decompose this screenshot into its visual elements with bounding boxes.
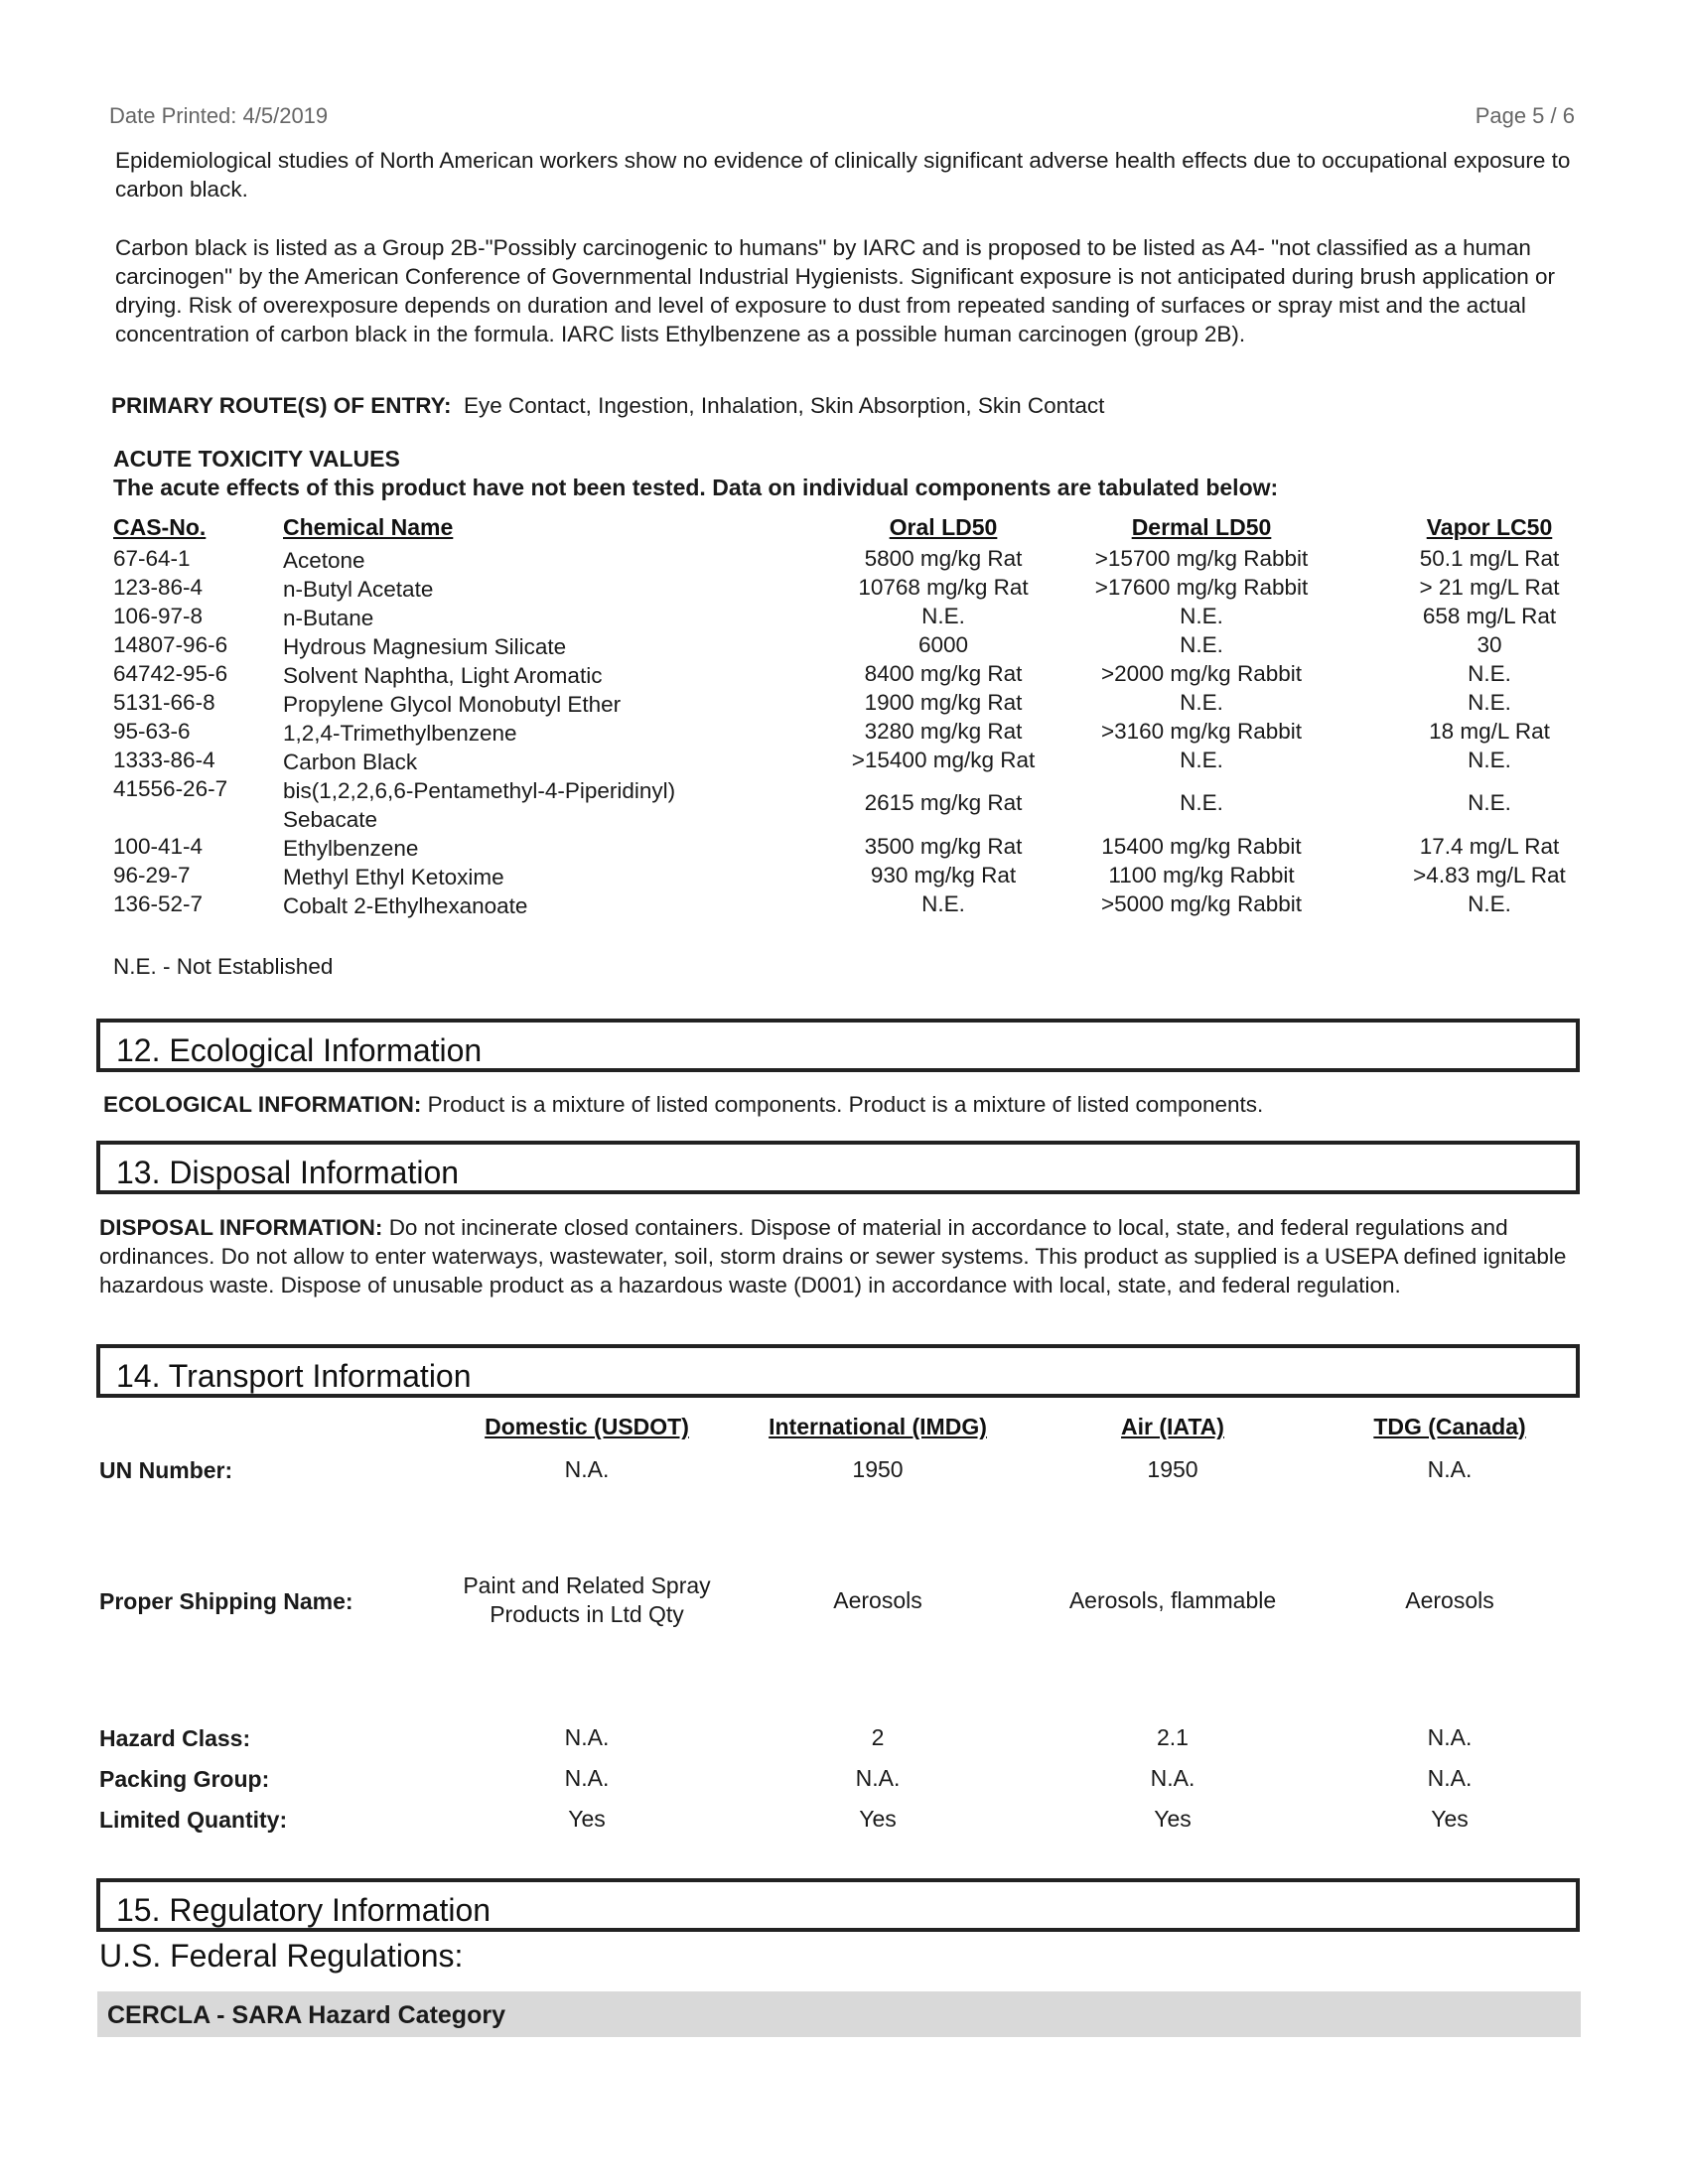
un-number-tdg: N.A. — [1427, 1456, 1473, 1482]
cercla-sara-bar — [97, 1991, 1581, 2037]
carbon-black-paragraph: Carbon black is listed as a Group 2B-"Possibly carcinogenic to humans" by IARC and is proposed to be listed as A4- "not classified as a human carcinogen" by the American Conference of Governmental Industrial Hygienists. Significant exposure is not anticipated during brush application or drying. Risk of overexposure depends on duration and level of exposure to dust from repeated sanding of surfaces or spray mist and the actual concentration of carbon black in the formula. IARC lists Ethylbenzene as a possible human carcinogen (group 2B). — [115, 235, 1556, 346]
un-number-iata: 1950 — [1147, 1456, 1198, 1482]
dermal-ld50-cell: >2000 mg/kg Rabbit — [1100, 661, 1302, 686]
table-row — [0, 604, 1688, 632]
oral-ld50-cell: 3280 mg/kg Rat — [864, 719, 1023, 744]
table-row — [0, 776, 1688, 834]
ecological-label: ECOLOGICAL INFORMATION: — [103, 1092, 422, 1117]
hazard-class-imdg: 2 — [871, 1724, 885, 1750]
disposal-information — [99, 1213, 1579, 1299]
limited-quantity-tdg: Yes — [1431, 1806, 1469, 1832]
vapor-lc50-cell: N.E. — [1468, 891, 1511, 916]
oral-ld50-cell: 6000 — [917, 632, 969, 657]
chemical-name-cell: n-Butyl Acetate — [283, 577, 434, 602]
vapor-lc50-cell: 658 mg/L Rat — [1422, 604, 1557, 628]
limited-quantity-iata: Yes — [1154, 1806, 1192, 1832]
un-number-usdot: N.A. — [564, 1456, 610, 1482]
vapor-lc50-cell: N.E. — [1468, 690, 1511, 715]
cas-cell: 100-41-4 — [113, 834, 204, 859]
packing-group-usdot: N.A. — [564, 1765, 610, 1791]
dermal-ld50-cell: 1100 mg/kg Rabbit — [1108, 863, 1295, 887]
table-row — [0, 661, 1688, 690]
dermal-ld50-cell: N.E. — [1180, 790, 1223, 815]
oral-ld50-cell: 930 mg/kg Rat — [870, 863, 1017, 887]
oral-ld50-cell: N.E. — [921, 891, 965, 916]
route-of-entry-label: PRIMARY ROUTE(S) OF ENTRY: — [111, 393, 452, 418]
table-row — [0, 748, 1688, 776]
chemical-name-cell: Acetone — [283, 548, 365, 573]
section-14-title: 14. Transport Information — [116, 1358, 472, 1394]
limited-quantity-imdg: Yes — [859, 1806, 897, 1832]
table-row — [0, 690, 1688, 719]
acute-toxicity-subtitle: The acute effects of this product have not been tested. Data on individual components are tabulated below: — [113, 475, 1279, 500]
cas-cell: 14807-96-6 — [113, 632, 228, 657]
dermal-ld50-cell: >17600 mg/kg Rabbit — [1094, 575, 1309, 600]
vapor-lc50-cell: N.E. — [1468, 790, 1511, 815]
cas-cell: 67-64-1 — [113, 546, 191, 571]
hazard-class-label: Hazard Class: — [99, 1725, 251, 1751]
vapor-lc50-cell: 18 mg/L Rat — [1429, 719, 1550, 744]
table-row — [0, 546, 1688, 575]
dermal-ld50-cell: 15400 mg/kg Rabbit — [1101, 834, 1302, 859]
table-row — [0, 891, 1688, 920]
date-printed: Date Printed: 4/5/2019 — [109, 103, 329, 128]
chemical-name-cell: Carbon Black — [283, 750, 418, 774]
vapor-lc50-cell: N.E. — [1468, 661, 1511, 686]
chemical-name-cell: bis(1,2,2,6,6-Pentamethyl-4-Piperidinyl) Sebacate — [283, 778, 676, 832]
route-of-entry-value: Eye Contact, Ingestion, Inhalation, Skin Absorption, Skin Contact — [464, 393, 1105, 418]
hazard-class-tdg: N.A. — [1427, 1724, 1473, 1750]
vapor-lc50-cell: 30 — [1477, 632, 1502, 657]
cas-cell: 106-97-8 — [113, 604, 204, 628]
chemical-name-cell: Methyl Ethyl Ketoxime — [283, 865, 504, 889]
oral-ld50-cell: 1900 mg/kg Rat — [864, 690, 1023, 715]
packing-group-label: Packing Group: — [99, 1766, 270, 1792]
chemical-name-cell: n-Butane — [283, 606, 374, 630]
chemical-name-cell: 1,2,4-Trimethylbenzene — [283, 721, 517, 746]
col-header-usdot: Domestic (USDOT) — [485, 1414, 689, 1439]
chemical-name-cell: Ethylbenzene — [283, 836, 419, 861]
col-header-vapor-lc50: Vapor LC50 — [1426, 514, 1553, 540]
col-header-tdg: TDG (Canada) — [1373, 1414, 1526, 1439]
hazard-class-iata: 2.1 — [1157, 1724, 1189, 1750]
disposal-label: DISPOSAL INFORMATION: — [99, 1215, 383, 1240]
table-row — [0, 863, 1688, 891]
oral-ld50-cell: >15400 mg/kg Rat — [851, 748, 1036, 772]
section-13-heading — [96, 1141, 1580, 1194]
cas-cell: 96-29-7 — [113, 863, 191, 887]
route-of-entry — [111, 393, 1104, 419]
col-header-iata: Air (IATA) — [1121, 1414, 1224, 1439]
section-15-heading — [96, 1878, 1580, 1932]
chemical-name-cell: Propylene Glycol Monobutyl Ether — [283, 692, 622, 717]
packing-group-imdg: N.A. — [855, 1765, 901, 1791]
col-header-cas: CAS-No. — [113, 514, 207, 540]
table-row — [0, 834, 1688, 863]
cercla-sara-label: CERCLA - SARA Hazard Category — [107, 2001, 505, 2029]
vapor-lc50-cell: N.E. — [1468, 748, 1511, 772]
packing-group-iata: N.A. — [1150, 1765, 1196, 1791]
packing-group-tdg: N.A. — [1427, 1765, 1473, 1791]
dermal-ld50-cell: N.E. — [1180, 632, 1223, 657]
chemical-name-cell: Cobalt 2-Ethylhexanoate — [283, 893, 528, 918]
limited-quantity-label: Limited Quantity: — [99, 1807, 288, 1833]
oral-ld50-cell: 10768 mg/kg Rat — [858, 575, 1029, 600]
col-header-chemical-name: Chemical Name — [283, 514, 454, 540]
limited-quantity-usdot: Yes — [568, 1806, 606, 1832]
cas-cell: 123-86-4 — [113, 575, 204, 600]
vapor-lc50-cell: > 21 mg/L Rat — [1419, 575, 1560, 600]
un-number-imdg: 1950 — [852, 1456, 904, 1482]
shipping-name-iata: Aerosols, flammable — [1068, 1587, 1277, 1613]
oral-ld50-cell: 5800 mg/kg Rat — [864, 546, 1023, 571]
shipping-name-usdot: Paint and Related Spray Products in Ltd Qty — [463, 1572, 711, 1627]
vapor-lc50-cell: 17.4 mg/L Rat — [1419, 834, 1560, 859]
dermal-ld50-cell: >3160 mg/kg Rabbit — [1100, 719, 1302, 744]
section-15-title: 15. Regulatory Information — [116, 1892, 492, 1928]
table-row — [0, 575, 1688, 604]
dermal-ld50-cell: N.E. — [1180, 748, 1223, 772]
not-established-footnote: N.E. - Not Established — [113, 954, 334, 979]
ecological-text: Product is a mixture of listed components. Product is a mixture of listed components. — [427, 1092, 1264, 1117]
section-12-title: 12. Ecological Information — [116, 1032, 483, 1068]
dermal-ld50-cell: >5000 mg/kg Rabbit — [1100, 891, 1302, 916]
chemical-name-cell: Hydrous Magnesium Silicate — [283, 634, 567, 659]
ecological-information — [103, 1092, 1263, 1118]
cas-cell: 41556-26-7 — [113, 776, 228, 801]
epidemiology-paragraph: Epidemiological studies of North American workers show no evidence of clinically significant adverse health effects due to occupational exposure to carbon black. — [115, 148, 1571, 202]
acute-toxicity-title: ACUTE TOXICITY VALUES — [113, 446, 400, 472]
col-header-dermal-ld50: Dermal LD50 — [1131, 514, 1272, 540]
section-14-heading — [96, 1344, 1580, 1398]
col-header-oral-ld50: Oral LD50 — [889, 514, 998, 540]
hazard-class-usdot: N.A. — [564, 1724, 610, 1750]
cas-cell: 136-52-7 — [113, 891, 204, 916]
dermal-ld50-cell: >15700 mg/kg Rabbit — [1094, 546, 1309, 571]
dermal-ld50-cell: N.E. — [1180, 690, 1223, 715]
table-row — [0, 719, 1688, 748]
cas-cell: 1333-86-4 — [113, 748, 215, 772]
shipping-name-tdg: Aerosols — [1405, 1587, 1494, 1613]
chemical-name-cell: Solvent Naphtha, Light Aromatic — [283, 663, 603, 688]
vapor-lc50-cell: 50.1 mg/L Rat — [1419, 546, 1560, 571]
oral-ld50-cell: 8400 mg/kg Rat — [864, 661, 1023, 686]
col-header-imdg: International (IMDG) — [769, 1414, 987, 1439]
shipping-name-imdg: Aerosols — [833, 1587, 922, 1613]
shipping-name-label: Proper Shipping Name: — [99, 1588, 353, 1614]
un-number-label: UN Number: — [99, 1457, 233, 1483]
page-number: Page 5 / 6 — [1475, 103, 1575, 128]
dermal-ld50-cell: N.E. — [1180, 604, 1223, 628]
vapor-lc50-cell: >4.83 mg/L Rat — [1413, 863, 1566, 887]
cas-cell: 95-63-6 — [113, 719, 191, 744]
us-federal-regulations-heading: U.S. Federal Regulations: — [99, 1938, 464, 1974]
section-13-title: 13. Disposal Information — [116, 1155, 460, 1190]
oral-ld50-cell: 2615 mg/kg Rat — [864, 790, 1023, 815]
disposal-text: Do not incinerate closed containers. Dispose of material in accordance to local, state, and federal regulations and ordinances. Do not allow to enter waterways, wastewater, soil, storm drains or sewer systems. This product as supplied is a USEPA defined ignitable hazardous waste. Dispose of unusable product as a hazardous waste (D001) in accordance with local, state, and federal regulation. — [99, 1215, 1567, 1297]
oral-ld50-cell: N.E. — [921, 604, 965, 628]
oral-ld50-cell: 3500 mg/kg Rat — [864, 834, 1023, 859]
section-12-heading — [96, 1019, 1580, 1072]
cas-cell: 64742-95-6 — [113, 661, 228, 686]
cas-cell: 5131-66-8 — [113, 690, 215, 715]
table-row — [0, 632, 1688, 661]
